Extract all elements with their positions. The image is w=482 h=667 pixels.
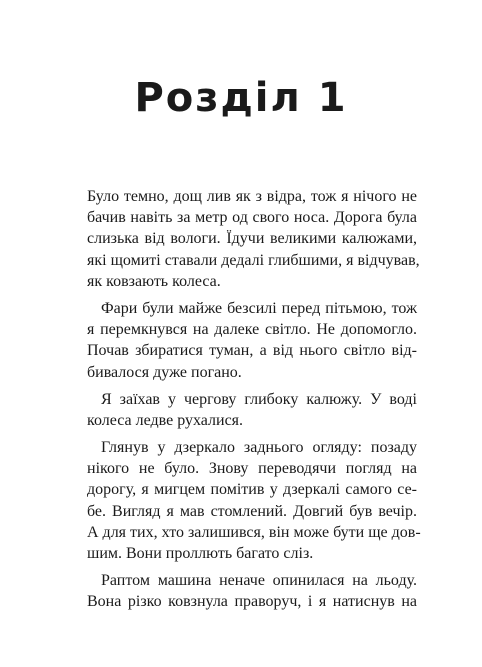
- text-line: як ковзають колеса.: [87, 272, 221, 290]
- text-line: Почав збиратися туман, а від нього світло від-: [87, 342, 417, 360]
- text-line: А для тих, хто залишився, він може бути ще дов-: [87, 523, 421, 541]
- text-line: Глянув у дзеркало заднього огляду: позаду: [101, 439, 417, 457]
- text-line: бачив навіть за метр од свого носа. Дорога була: [87, 209, 417, 227]
- paragraph: [87, 186, 420, 292]
- paragraph: [87, 389, 417, 431]
- chapter-body: [87, 186, 421, 613]
- paragraph: [87, 570, 417, 612]
- text-line: колеса ледве рухалися.: [87, 411, 244, 429]
- text-line: які щомиті ставали дедалі глибшими, я відчував,: [87, 251, 420, 269]
- text-line: Було темно, дощ лив як з відра, тож я нічого не: [87, 188, 417, 205]
- text-line: я перемкнувся на далеке світло. Не допомогло.: [87, 321, 417, 339]
- paragraph: [87, 437, 421, 564]
- text-line: Раптом машина неначе опинилася на льоду.: [101, 572, 417, 590]
- text-line: бивалося дуже погано.: [87, 363, 242, 381]
- text-line: шим. Вони проллють багато сліз.: [87, 545, 314, 562]
- text-line: нікого не було. Знову переводячи погляд на: [87, 460, 417, 478]
- text-line: бе. Вигляд я мав стомлений. Довгий був вечір.: [87, 502, 417, 520]
- chapter-title: Розділ 1: [134, 75, 348, 121]
- text-line: Я заїхав у чергову глибоку калюжу. У воді: [101, 390, 417, 408]
- text-line: Вона різко ковзнула праворуч, і я натиснув на: [87, 593, 417, 611]
- text-line: слизька від вологи. Їдучи великими калюжами,: [87, 230, 417, 248]
- text-line: дорогу, я мигцем помітив у дзеркалі самого се-: [87, 481, 417, 499]
- text-line: Фари були майже безсилі перед пітьмою, тож: [101, 299, 417, 317]
- paragraph: [87, 298, 417, 383]
